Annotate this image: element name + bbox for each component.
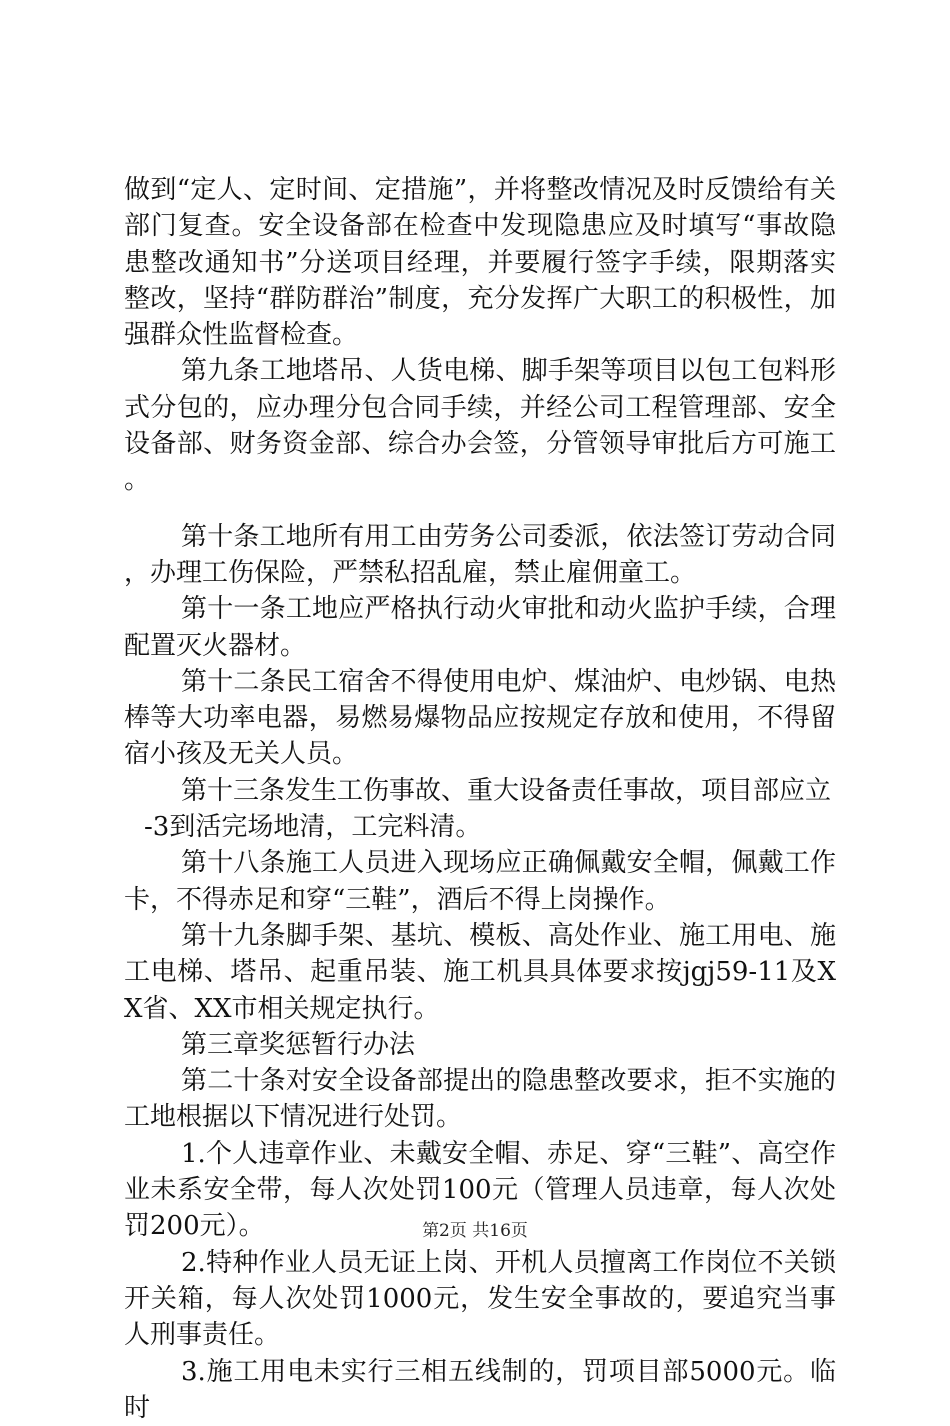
- paragraph-article-18: 第十八条施工人员进入现场应正确佩戴安全帽，佩戴工作卡，不得赤足和穿“三鞋”，酒后不得上岗操作。: [124, 845, 836, 918]
- paragraph-article-20: 第二十条对安全设备部提出的隐患整改要求，拒不实施的工地根据以下情况进行处罚。: [124, 1063, 836, 1136]
- paragraph-article-12: 第十二条民工宿舍不得使用电炉、煤油炉、电炒锅、电热棒等大功率电器，易燃易爆物品应按规定存放和使用，不得留宿小孩及无关人员。: [124, 664, 836, 773]
- paragraph-article-11: 第十一条工地应严格执行动火审批和动火监护手续，合理配置灭火器材。: [124, 591, 836, 664]
- paragraph-article-9: 第九条工地塔吊、人货电梯、脚手架等项目以包工包料形式分包的，应办理分包合同手续，并经公司工程管理部、安全设备部、财务资金部、综合办会签，分管领导审批后方可施工。: [124, 353, 836, 498]
- list-item-1: 1.个人违章作业、未戴安全帽、赤足、穿“三鞋”、高空作业未系安全带，每人次处罚100元（管理人员违章，每人次处罚200元）。: [124, 1136, 836, 1245]
- list-item-2: 2.特种作业人员无证上岗、开机人员擅离工作岗位不关锁开关箱，每人次处罚1000元，发生安全事故的，要追究当事人刑事责任。: [124, 1245, 836, 1354]
- paragraph-1: 做到“定人、定时间、定措施”，并将整改情况及时反馈给有关部门复查。安全设备部在检查中发现隐患应及时填写“事故隐患整改通知书”分送项目经理，并要履行签字手续，限期落实整改，坚持“群防群治”制度，充分发挥广大职工的积极性，加强群众性监督检查。: [124, 172, 836, 353]
- page-number-footer: 第2页 共16页: [0, 1216, 950, 1241]
- paragraph-gap: [124, 499, 836, 519]
- paragraph-article-13: 第十三条发生工伤事故、重大设备责任事故，项目部应立: [124, 773, 836, 809]
- paragraph-article-19: 第十九条脚手架、基坑、模板、高处作业、施工用电、施工电梯、塔吊、起重吊装、施工机具具体要求按jgj59-11及XX省、XX市相关规定执行。: [124, 918, 836, 1027]
- paragraph-fragment: -3到活完场地清，工完料清。: [124, 809, 836, 845]
- chapter-heading: 第三章奖惩暂行办法: [124, 1027, 836, 1063]
- list-item-3: 3.施工用电未实行三相五线制的，罚项目部5000元。临时: [124, 1354, 836, 1426]
- paragraph-article-10: 第十条工地所有用工由劳务公司委派，依法签订劳动合同，办理工伤保险，严禁私招乱雇，禁止雇佣童工。: [124, 519, 836, 592]
